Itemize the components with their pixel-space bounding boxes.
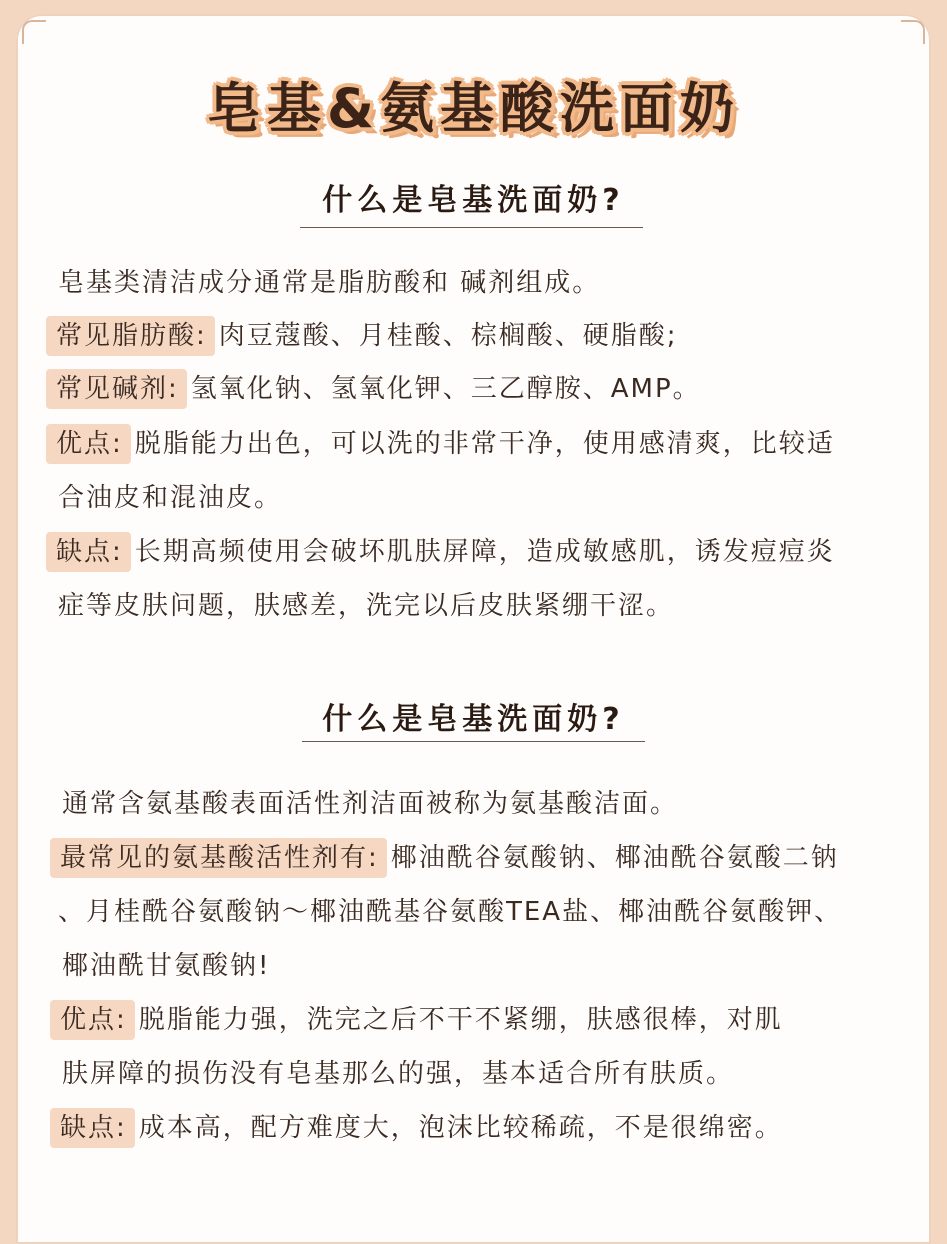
section1-pros-row — [58, 424, 835, 464]
surfactant-line3: 椰油酰甘氨酸钠! — [62, 951, 271, 981]
section2-cons-row — [62, 1108, 783, 1148]
surfactant-line2: 、月桂酰谷氨酸钠～椰油酰基谷氨酸TEA盐、椰油酰谷氨酸钾、 — [58, 897, 843, 927]
section2-pros-line2: 肤屏障的损伤没有皂基那么的强，基本适合所有肤质。 — [62, 1059, 735, 1089]
section2-pros-row — [62, 1000, 783, 1040]
section2-pros-label: 优点: — [50, 1000, 135, 1040]
alkali-value: 氢氧化钠、氢氧化钾、三乙醇胺、AMP。 — [190, 374, 701, 404]
corner-ornament-right — [901, 20, 925, 44]
section1-cons-label: 缺点: — [46, 532, 131, 572]
section2-cons-text: 成本高，配方难度大，泡沫比较稀疏，不是很绵密。 — [138, 1113, 783, 1143]
section1-cons-row — [58, 532, 835, 572]
section1-cons-line2: 症等皮肤问题，肤感差，洗完以后皮肤紧绷干涩。 — [58, 591, 675, 621]
section1-pros-line2: 合油皮和混油皮。 — [58, 483, 283, 513]
section2-heading: 什么是皂基洗面奶? — [322, 702, 625, 737]
section1-heading: 什么是皂基洗面奶? — [322, 183, 625, 218]
alkali-row — [58, 369, 701, 409]
alkali-label: 常见碱剂: — [46, 369, 187, 409]
section2-pros-text: 脱脂能力强，洗完之后不干不紧绷，肤感很棒，对肌 — [138, 1005, 783, 1035]
section1-pros-text: 脱脂能力出色，可以洗的非常干净，使用感清爽，比较适 — [134, 429, 835, 459]
fatty-acids-label: 常见脂肪酸: — [46, 316, 215, 356]
fatty-acids-value: 肉豆蔻酸、月桂酸、棕榈酸、硬脂酸; — [218, 321, 678, 351]
surfactant-text: 椰油酰谷氨酸钠、椰油酰谷氨酸二钠 — [390, 843, 839, 873]
surfactant-label: 最常见的氨基酸活性剂有: — [50, 838, 387, 878]
section1-pros-label: 优点: — [46, 424, 131, 464]
surfactant-row — [62, 838, 839, 878]
page-title: 皂基&氨基酸洗面奶 — [206, 77, 741, 140]
section1-divider — [300, 227, 643, 228]
section1-intro: 皂基类清洁成分通常是脂肪酸和 碱剂组成。 — [58, 268, 601, 298]
section1-cons-text: 长期高频使用会破坏肌肤屏障，造成敏感肌，诱发痘痘炎 — [134, 537, 835, 567]
section2-divider — [302, 741, 645, 742]
corner-ornament-left — [22, 20, 46, 44]
fatty-acids-row — [58, 316, 678, 356]
section2-intro: 通常含氨基酸表面活性剂洁面被称为氨基酸洁面。 — [62, 789, 679, 819]
section2-cons-label: 缺点: — [50, 1108, 135, 1148]
